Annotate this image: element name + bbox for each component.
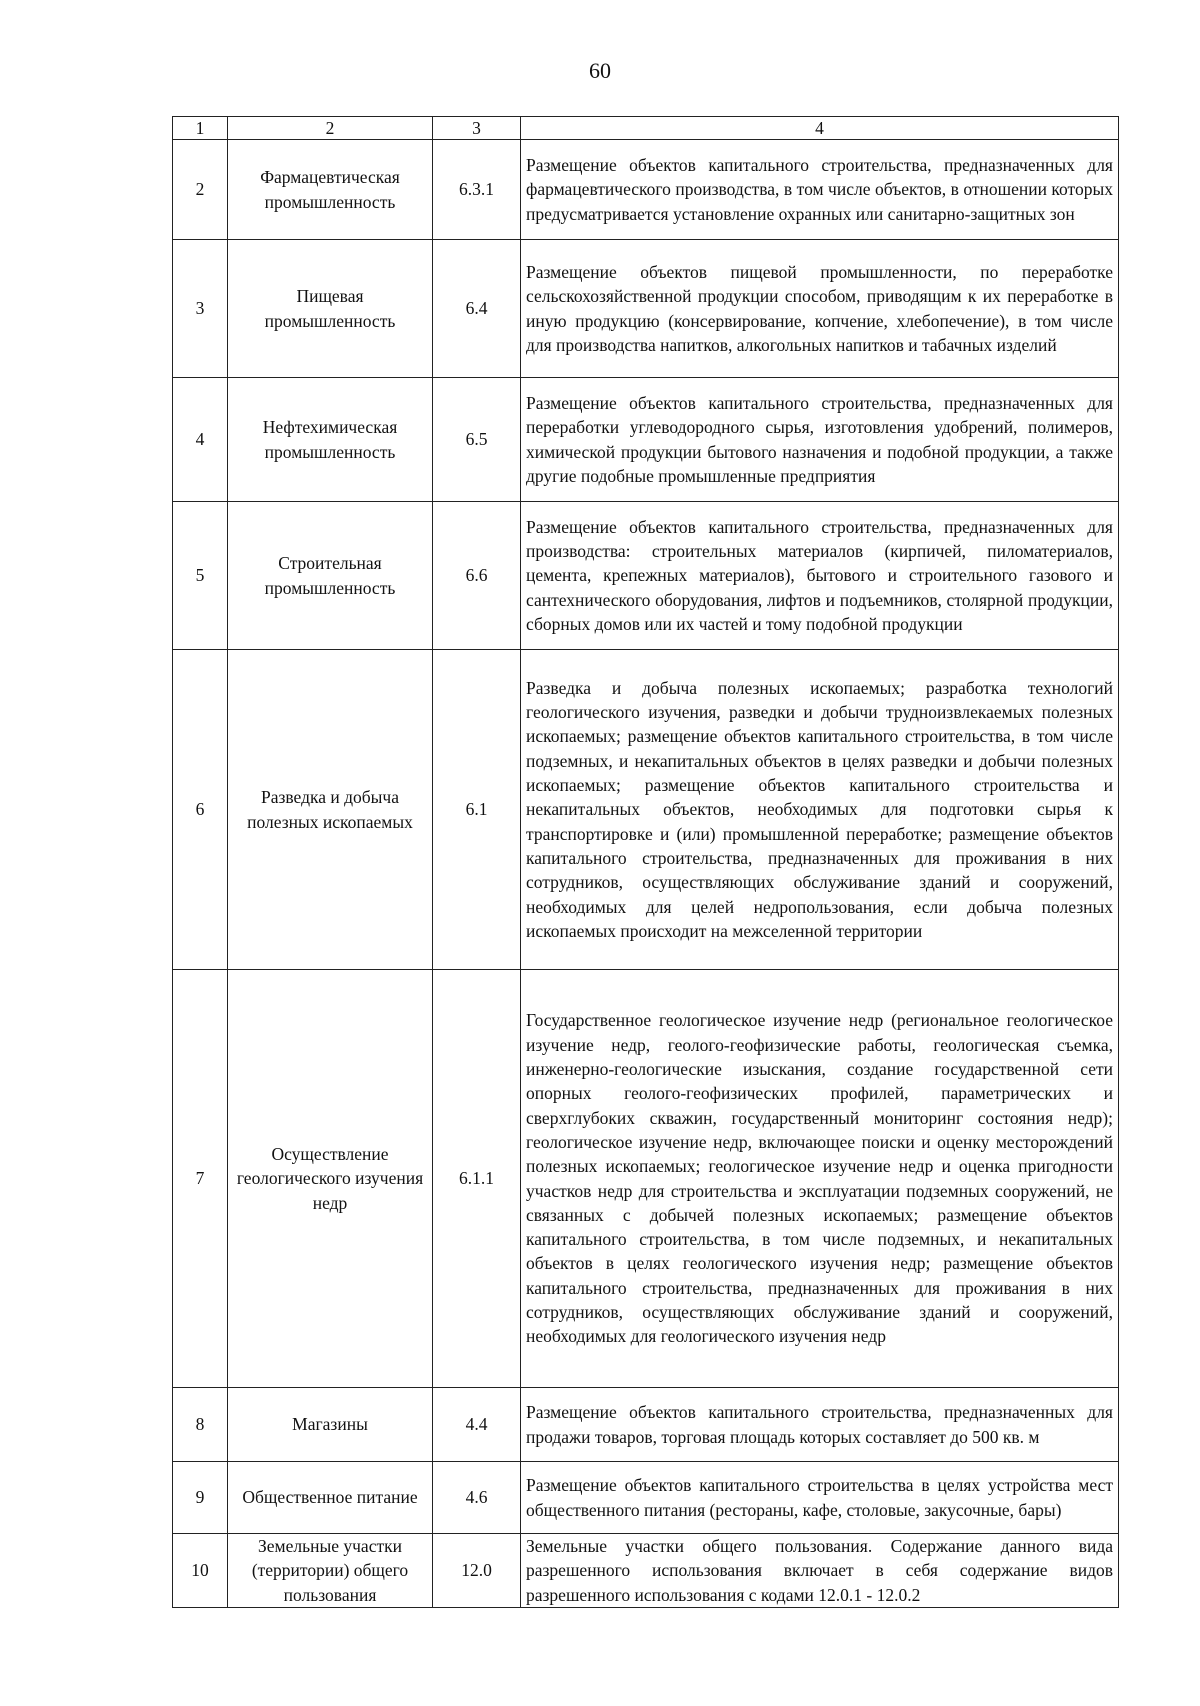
use-type-code: 6.1 [433, 650, 521, 970]
use-type-code: 6.5 [433, 378, 521, 502]
page-number: 60 [589, 58, 611, 83]
use-type-code: 6.4 [433, 240, 521, 378]
header-col-3: 3 [433, 117, 521, 140]
use-type-code: 4.6 [433, 1462, 521, 1534]
table-row [173, 240, 1119, 378]
use-type-name: Земельные участки (территории) общего пользования [228, 1534, 433, 1608]
table-header [173, 117, 1119, 140]
use-type-description: Размещение объектов пищевой промышленности, по переработке сельскохозяйственной продукции способом, приводящим к их переработке в иную продукцию (консервирование, копчение, хлебопечение), в том числе для производства напитков, алкогольных напитков и табачных изделий [521, 240, 1119, 378]
use-type-code: 6.6 [433, 502, 521, 650]
table-row [173, 1388, 1119, 1462]
table-row [173, 378, 1119, 502]
header-col-4: 4 [521, 117, 1119, 140]
use-type-code: 4.4 [433, 1388, 521, 1462]
land-use-table [172, 116, 1119, 1608]
use-type-name: Фармацевтическая промышленность [228, 140, 433, 240]
table-row [173, 1462, 1119, 1534]
use-type-name: Нефтехимическая промышленность [228, 378, 433, 502]
row-number: 10 [173, 1534, 228, 1608]
use-type-description: Размещение объектов капитального строительства, предназначенных для продажи товаров, торговая площадь которых составляет до 500 кв. м [521, 1388, 1119, 1462]
table-row [173, 502, 1119, 650]
use-type-name: Магазины [228, 1388, 433, 1462]
table-row [173, 650, 1119, 970]
use-type-code: 6.3.1 [433, 140, 521, 240]
use-type-description: Земельные участки общего пользования. Содержание данного вида разрешенного использования включает в себя содержание видов разрешенного использования с кодами 12.0.1 - 12.0.2 [521, 1534, 1119, 1608]
use-type-description: Размещение объектов капитального строительства, предназначенных для производства: строительных материалов (кирпичей, пиломатериалов, цемента, крепежных материалов), бытового и строительного газового и сантехнического оборудования, лифтов и подъемников, столярной продукции, сборных домов или их частей и тому подобной продукции [521, 502, 1119, 650]
header-col-1: 1 [173, 117, 228, 140]
use-type-description: Государственное геологическое изучение недр (региональное геологическое изучение недр, геолого-геофизические работы, геологическая съемка, инженерно-геологические изыскания, создание государственной сети опорных геолого-геофизических профилей, параметрических и сверхглубоких скважин, государственный мониторинг состояния недр); геологическое изучение недр, включающее поиски и оценку месторождений полезных ископаемых; геологическое изучение недр и оценка пригодности участков недр для строительства и эксплуатации подземных сооружений, не связанных с добычей полезных ископаемых; размещение объектов капитального строительства, в том числе подземных, и некапитальных объектов в целях геологического изучения недр; размещение объектов капитального строительства, предназначенных для проживания в них сотрудников, осуществляющих обслуживание зданий и сооружений, необходимых для геологического изучения недр [521, 970, 1119, 1388]
header-col-2: 2 [228, 117, 433, 140]
use-type-description: Размещение объектов капитального строительства в целях устройства мест общественного питания (рестораны, кафе, столовые, закусочные, бары) [521, 1462, 1119, 1534]
row-number: 6 [173, 650, 228, 970]
use-type-code: 12.0 [433, 1534, 521, 1608]
use-type-name: Строительная промышленность [228, 502, 433, 650]
table-row [173, 1534, 1119, 1608]
use-type-code: 6.1.1 [433, 970, 521, 1388]
use-type-name: Разведка и добыча полезных ископаемых [228, 650, 433, 970]
table-row [173, 140, 1119, 240]
row-number: 5 [173, 502, 228, 650]
row-number: 2 [173, 140, 228, 240]
use-type-name: Осуществление геологического изучения недр [228, 970, 433, 1388]
row-number: 7 [173, 970, 228, 1388]
row-number: 9 [173, 1462, 228, 1534]
use-type-description: Размещение объектов капитального строительства, предназначенных для переработки углеводородного сырья, изготовления удобрений, полимеров, химической продукции бытового назначения и подобной продукции, а также другие подобные промышленные предприятия [521, 378, 1119, 502]
row-number: 8 [173, 1388, 228, 1462]
use-type-name: Общественное питание [228, 1462, 433, 1534]
row-number: 3 [173, 240, 228, 378]
use-type-name: Пищевая промышленность [228, 240, 433, 378]
use-type-description: Разведка и добыча полезных ископаемых; разработка технологий геологического изучения, разведки и добычи трудноизвлекаемых полезных ископаемых; размещение объектов капитального строительства, в том числе подземных, и некапитальных объектов в целях разведки и добычи полезных ископаемых; размещение объектов капитального строительства и некапитальных объектов, необходимых для подготовки сырья к транспортировке и (или) промышленной переработке; размещение объектов капитального строительства, предназначенных для проживания в них сотрудников, осуществляющих обслуживание зданий и сооружений, необходимых для целей недропользования, если добыча полезных ископаемых происходит на межселенной территории [521, 650, 1119, 970]
use-type-description: Размещение объектов капитального строительства, предназначенных для фармацевтического производства, в том числе объектов, в отношении которых предусматривается установление охранных или санитарно-защитных зон [521, 140, 1119, 240]
table-row [173, 970, 1119, 1388]
row-number: 4 [173, 378, 228, 502]
